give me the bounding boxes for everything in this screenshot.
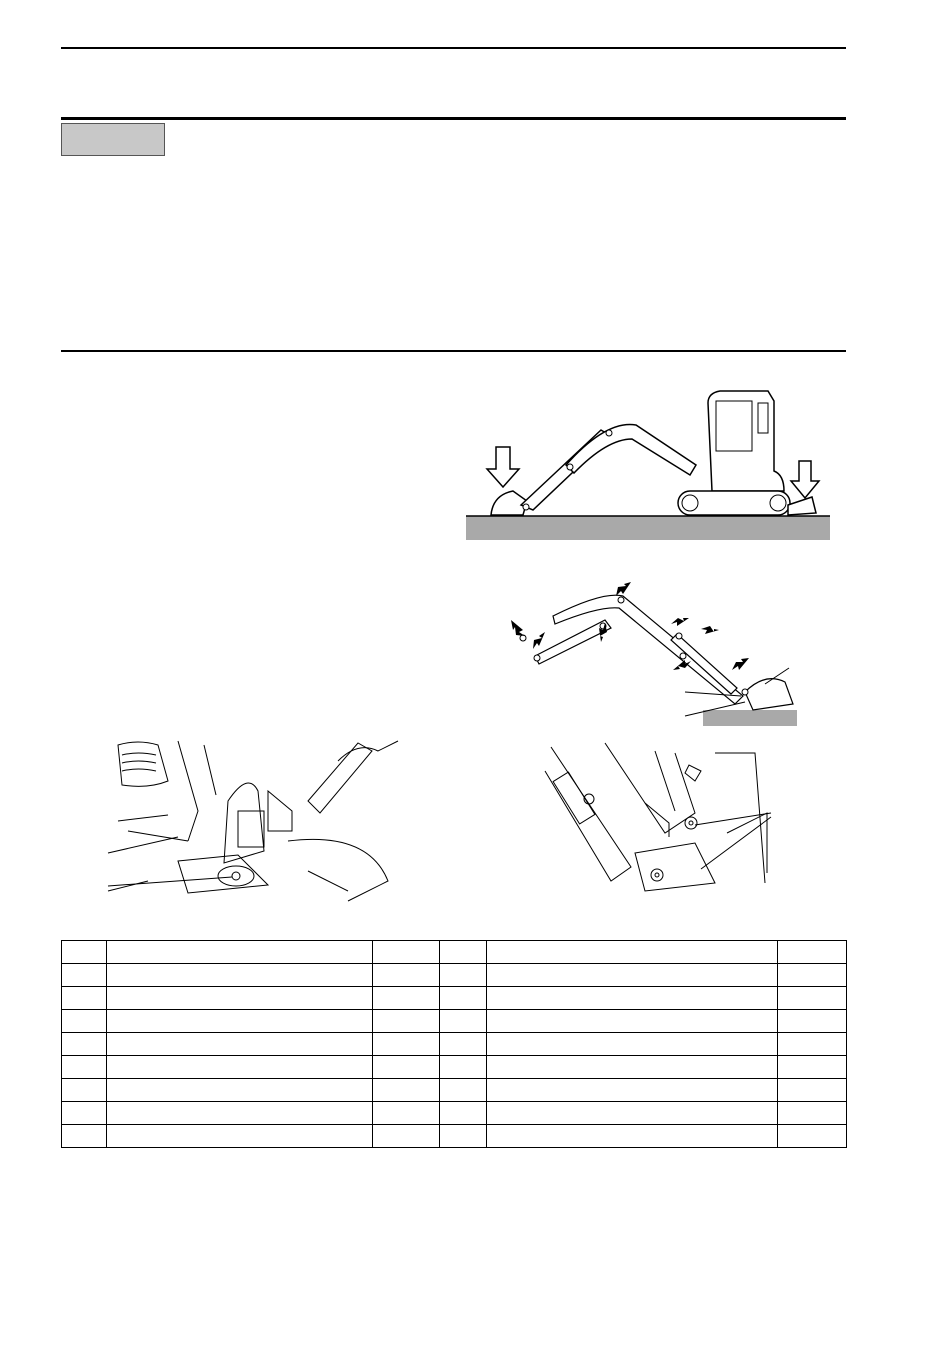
table-cell [107, 1010, 373, 1033]
table-cell [107, 1079, 373, 1102]
table-cell [62, 1125, 107, 1148]
down-arrow-icon [791, 461, 819, 498]
table-cell [440, 987, 487, 1010]
table-cell [778, 964, 847, 987]
boom-lube-points-figure [505, 580, 800, 728]
table-cell [107, 987, 373, 1010]
header-cell [107, 941, 373, 964]
parts-table [61, 940, 847, 1148]
table-cell [778, 1033, 847, 1056]
table-cell [487, 964, 778, 987]
table-row [62, 1079, 847, 1102]
table-row [62, 1033, 847, 1056]
header-cell [778, 941, 847, 964]
table-cell [778, 1079, 847, 1102]
table-cell [62, 987, 107, 1010]
table-row [62, 1056, 847, 1079]
table-row [62, 1010, 847, 1033]
table-cell [62, 1102, 107, 1125]
table-cell [373, 1125, 440, 1148]
table-cell [440, 1033, 487, 1056]
header-bottom-rule [61, 117, 846, 120]
header-top-rule [61, 47, 846, 49]
table-row [62, 964, 847, 987]
leader-line [108, 837, 178, 853]
table-cell [373, 1056, 440, 1079]
table-cell [107, 1102, 373, 1125]
table-cell [487, 987, 778, 1010]
table-cell [107, 1125, 373, 1148]
table-cell [373, 1079, 440, 1102]
table-cell [778, 1010, 847, 1033]
table-cell [107, 1033, 373, 1056]
ground-block [703, 710, 797, 726]
table-cell [778, 1056, 847, 1079]
leader-line [701, 817, 771, 869]
table-cell [373, 1010, 440, 1033]
ground-bar [466, 516, 830, 540]
table-cell [487, 1102, 778, 1125]
table-cell [373, 1033, 440, 1056]
table-cell [440, 1125, 487, 1148]
table-cell [107, 1056, 373, 1079]
table-cell [373, 964, 440, 987]
header-cell [62, 941, 107, 964]
table-cell [107, 964, 373, 987]
boom-foot-figure [108, 741, 406, 906]
header-cell [440, 941, 487, 964]
table-row [62, 1102, 847, 1125]
table-cell [440, 964, 487, 987]
section-label-tab [61, 123, 165, 156]
section-divider-rule [61, 350, 846, 352]
table-header-row [62, 941, 847, 964]
boom-cylinder-figure [545, 743, 775, 893]
header-cell [373, 941, 440, 964]
table-row [62, 1125, 847, 1148]
table-cell [62, 1056, 107, 1079]
table-cell [487, 1033, 778, 1056]
table-cell [62, 1033, 107, 1056]
table-cell [487, 1056, 778, 1079]
table-cell [62, 1010, 107, 1033]
header-cell [487, 941, 778, 964]
table-cell [778, 1125, 847, 1148]
table-cell [440, 1010, 487, 1033]
table-cell [487, 1125, 778, 1148]
table-cell [62, 964, 107, 987]
table-cell [487, 1079, 778, 1102]
table-cell [62, 1079, 107, 1102]
table-cell [440, 1079, 487, 1102]
machine-side-view-figure [466, 385, 831, 541]
table-cell [778, 987, 847, 1010]
down-arrow-icon [487, 447, 519, 487]
table-cell [440, 1056, 487, 1079]
table-cell [487, 1010, 778, 1033]
table-cell [373, 1102, 440, 1125]
table-cell [373, 987, 440, 1010]
leader-line [108, 877, 232, 886]
table-cell [778, 1102, 847, 1125]
table-row [62, 987, 847, 1010]
table-cell [440, 1102, 487, 1125]
